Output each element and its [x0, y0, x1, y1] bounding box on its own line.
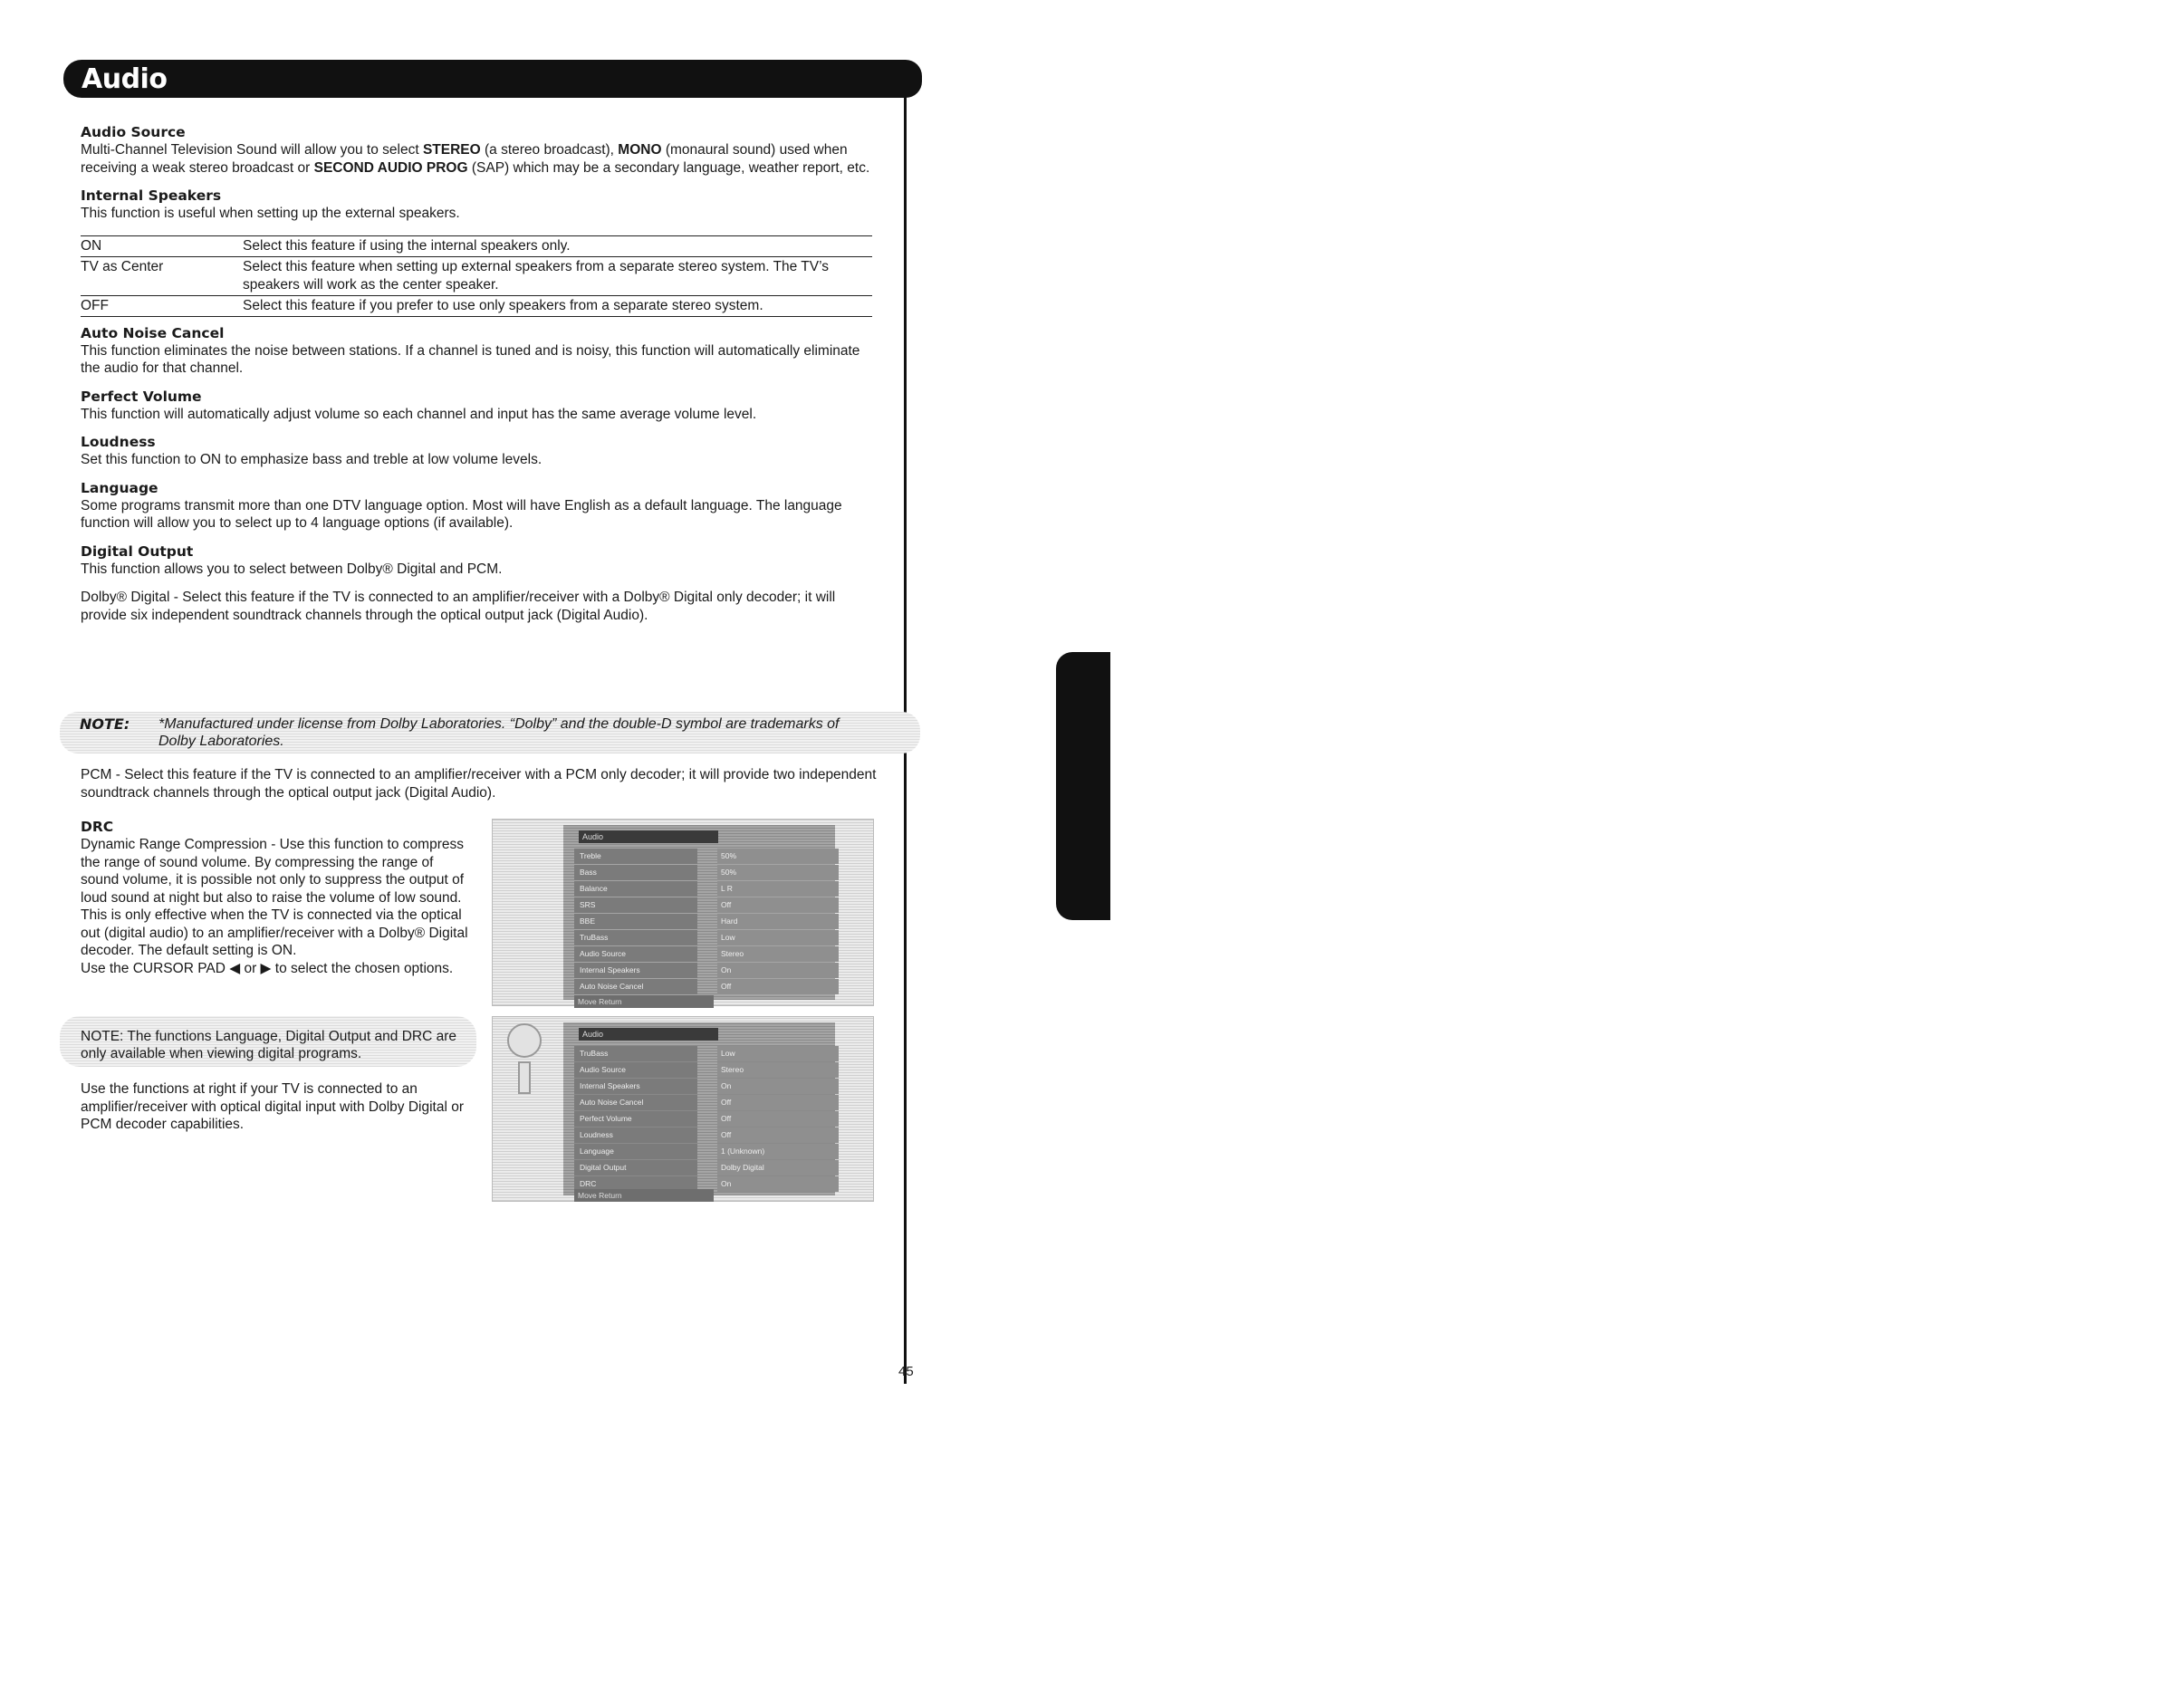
table-row	[81, 256, 872, 295]
auto-noise-cancel-heading: Auto Noise Cancel	[81, 324, 225, 341]
perfect-volume-text: This function will automatically adjust volume so each channel and input has the same average volume level.	[81, 406, 757, 422]
note-label: NOTE:	[80, 715, 130, 733]
table-cell-option: OFF	[81, 295, 243, 316]
loudness-heading: Loudness	[81, 434, 156, 450]
table-cell-description: Select this feature if you prefer to use only speakers from a separate stereo system.	[243, 295, 872, 316]
table-row	[81, 235, 872, 256]
menu-footer: Move Return	[574, 995, 714, 1008]
main-content	[81, 124, 878, 624]
perfect-volume-heading: Perfect Volume	[81, 388, 202, 405]
audio-source-text: Multi-Channel Television Sound will allow you to select STEREO (a stereo broadcast), MONO (monaural sound) used when receiving a weak stereo broadcast or SECOND AUDIO PROG (SAP) which may be a secondary language, weather report, etc.	[81, 142, 870, 176]
drc-heading: DRC	[81, 819, 114, 835]
osd-screenshot-2: Audio TruBass Low Audio Source Stereo Internal Speakers On Auto Noise Cancel Off Perfect Volume Off Loudness Off Language 1 (Unknown) Digital Output Dolby Digital DRC On Move Return	[492, 1016, 874, 1202]
digital-output-heading: Digital Output	[81, 542, 194, 560]
side-tab	[1056, 652, 1110, 920]
language-text: Some programs transmit more than one DTV language option. Most will have English as a default language. The language function will allow you to select up to 4 language options (if available).	[81, 497, 842, 531]
table-cell-option: TV as Center	[81, 256, 243, 295]
table-row	[81, 295, 872, 316]
header-bar	[63, 60, 922, 98]
table-cell-description: Select this feature when setting up external speakers from a separate stereo system. The TV’s speakers will work as the center speaker.	[243, 256, 872, 295]
speakers-table	[81, 235, 872, 317]
page-number: 45	[898, 1364, 914, 1379]
osd-screenshot-1: Audio Treble 50% Bass 50% Balance L R SRS Off BBE Hard TruBass Low Audio Source Stereo Internal Speakers On Auto Noise Cancel Off Move Return	[492, 819, 874, 1006]
digital-output-text: This function allows you to select between Dolby® Digital and PCM.	[81, 561, 503, 577]
internal-speakers-heading: Internal Speakers	[81, 187, 222, 204]
menu-title: Audio	[579, 1028, 718, 1041]
audio-source-heading: Audio Source	[81, 124, 186, 140]
table-cell-description: Select this feature if using the internal speakers only.	[243, 235, 872, 256]
use-functions-text: Use the functions at right if your TV is connected to an amplifier/receiver with optical digital input with Dolby Digital or PCM decoder capabilities.	[81, 1081, 464, 1132]
remote-cursor-pad-icon	[507, 1023, 542, 1058]
pcm-text: PCM - Select this feature if the TV is connected to an amplifier/receiver with a PCM only decoder; it will provide two independent soundtrack channels through the optical output jack (Digital Audio).	[81, 767, 877, 801]
side-tab-label: On-Screen Display	[2139, 1436, 2170, 1708]
table-cell-option: ON	[81, 235, 243, 256]
drc-text: Dynamic Range Compression - Use this function to compress the range of sound volume. By compressing the range of sound volume, it is possible not only to suppress the output of loud sound at night but also to raise the volume of low sound. This is only effective when the TV is connected via the optical out (digital audio) to an amplifier/receiver with a Dolby® Digital decoder. The default setting is ON. Use the CURSOR PAD ◀ or ▶ to select the chosen options.	[81, 837, 468, 976]
dolby-note-text: *Manufactured under license from Dolby Laboratories. “Dolby” and the double-D symbol are trademarks of Dolby Laboratories.	[158, 716, 840, 749]
auto-noise-cancel-text: This function eliminates the noise between stations. If a channel is tuned and is noisy, this function will automatically eliminate the audio for that channel.	[81, 342, 860, 376]
page-title: Audio	[82, 63, 168, 95]
loudness-text: Set this function to ON to emphasize bass and treble at low volume levels.	[81, 452, 542, 467]
menu-footer: Move Return	[574, 1189, 714, 1202]
digital-note-text: NOTE: The functions Language, Digital Output and DRC are only available when viewing digital programs.	[81, 1029, 456, 1061]
internal-speakers-text: This function is useful when setting up the external speakers.	[81, 206, 460, 221]
remote-button-icon	[518, 1061, 531, 1094]
menu-title: Audio	[579, 830, 718, 843]
dolby-digital-text: Dolby® Digital - Select this feature if the TV is connected to an amplifier/receiver with a Dolby® Digital only decoder; it will provide six independent soundtrack channels through the optical output jack (Digital Audio).	[81, 590, 836, 623]
language-heading: Language	[81, 479, 158, 496]
